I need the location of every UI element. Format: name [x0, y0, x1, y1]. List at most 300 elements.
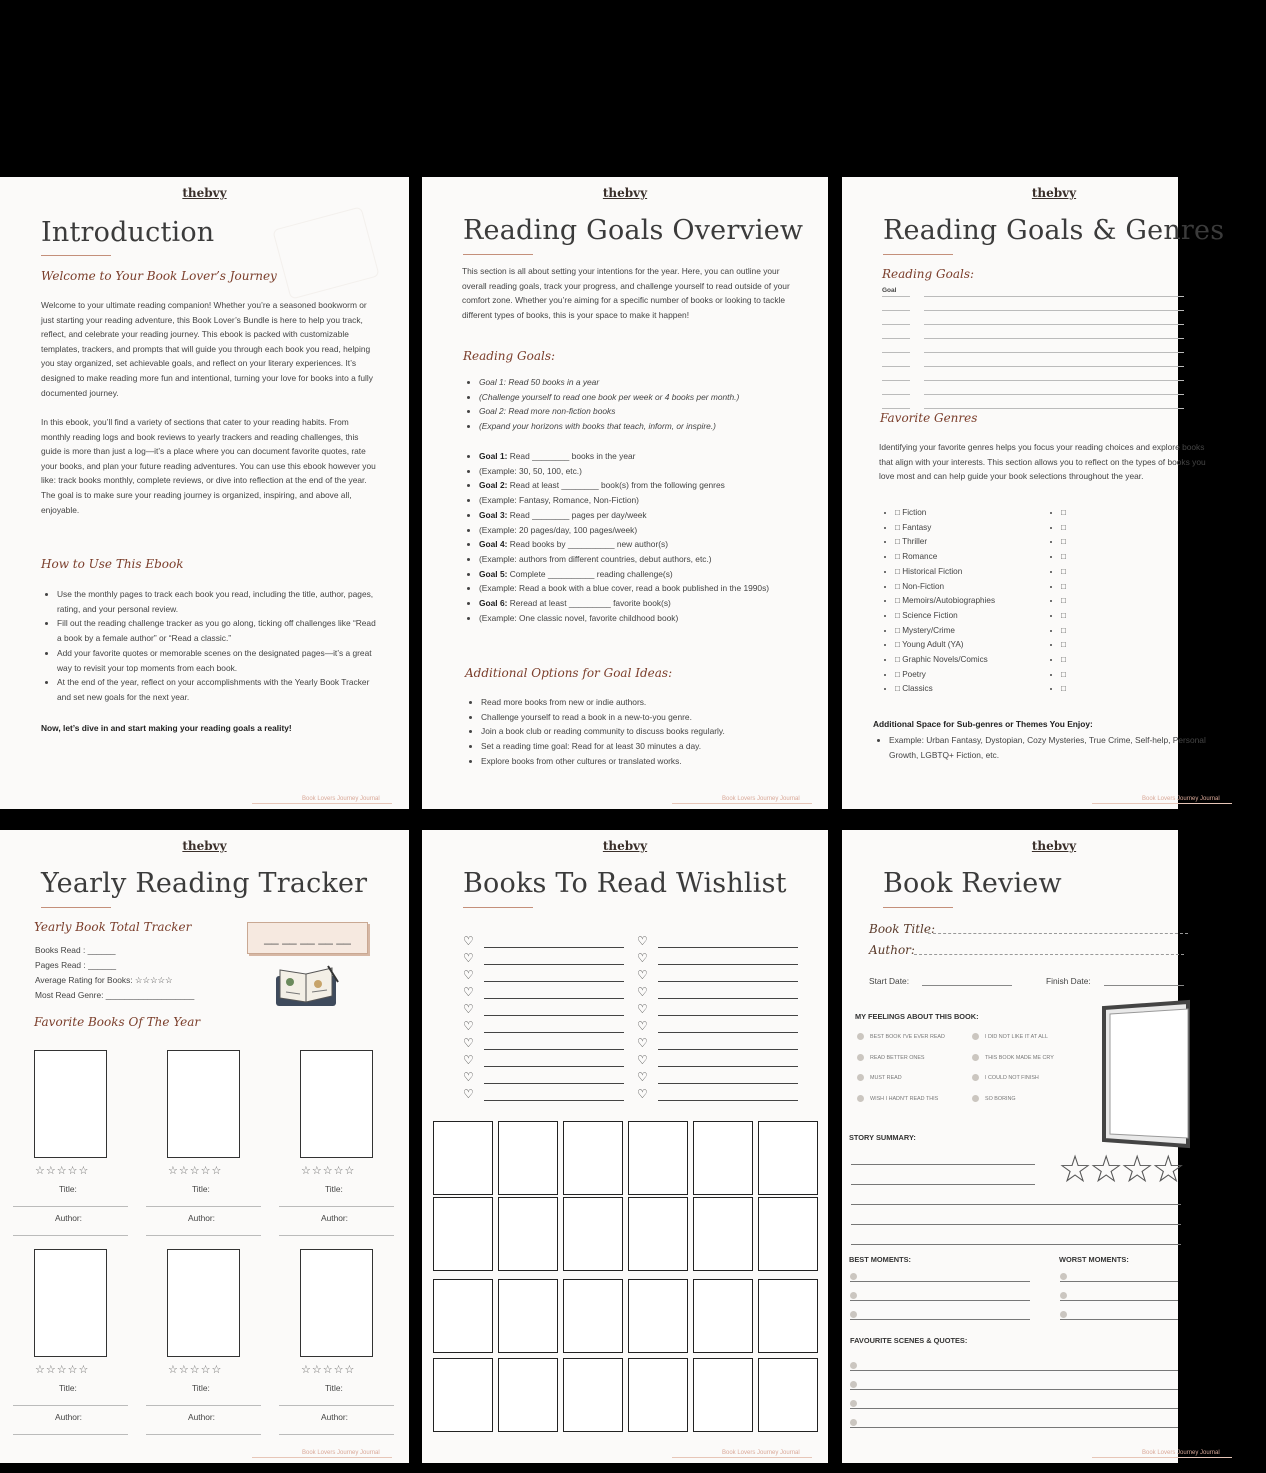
rating-stars[interactable]: ☆☆☆☆☆: [35, 1364, 90, 1376]
favorite-genres-heading: Favorite Genres: [880, 411, 978, 425]
title-line[interactable]: [13, 1206, 128, 1207]
book-cover-box[interactable]: [693, 1279, 753, 1353]
genre-checkbox-item[interactable]: • □ Young Adult (YA): [895, 638, 1039, 653]
genre-checkbox-item[interactable]: • □ Mystery/Crime: [895, 624, 1039, 639]
custom-genre-checkbox[interactable]: • □: [1061, 506, 1105, 521]
goal-text[interactable]: (Example: 30, 50, 100, etc.): [479, 465, 582, 476]
section-heading: Welcome to Your Book Lover’s Journey: [41, 269, 277, 283]
feeling-option[interactable]: [857, 1054, 925, 1061]
wishlist-line[interactable]: [658, 1032, 798, 1033]
worst-moment-line[interactable]: [1060, 1300, 1178, 1301]
wishlist-line[interactable]: [484, 1100, 624, 1101]
page-reading-goals-overview: [422, 177, 828, 809]
book-cover-frame[interactable]: [34, 1249, 107, 1357]
worst-moment-line[interactable]: [1060, 1319, 1178, 1320]
footer-text: Book Lovers Journey Journal: [722, 796, 800, 802]
favorite-books-heading: Favorite Books Of The Year: [34, 1015, 201, 1029]
title-label: Title:: [192, 1184, 210, 1194]
feeling-option[interactable]: [857, 1033, 945, 1040]
goal-line[interactable]: [924, 324, 1184, 325]
list-item: • Goal 1: Read 50 books in a year: [479, 375, 813, 390]
best-moment-line[interactable]: [850, 1300, 1030, 1301]
heart-icon[interactable]: ♡: [637, 1087, 648, 1101]
footer-rule: [672, 803, 812, 804]
favourite-scenes-heading: FAVOURITE SCENES & QUOTES:: [850, 1336, 968, 1345]
wishlist-line[interactable]: [658, 1066, 798, 1067]
title-label: Title:: [325, 1383, 343, 1393]
summary-line[interactable]: [851, 1164, 1035, 1165]
author-label: Author:: [55, 1412, 83, 1422]
goal-text[interactable]: (Example: One classic novel, favorite childhood book): [479, 612, 679, 623]
book-cover-box[interactable]: [693, 1358, 753, 1432]
average-rating-field[interactable]: Average Rating for Books: ☆☆☆☆☆: [35, 975, 173, 985]
book-title-label: Book Title:: [869, 922, 935, 936]
custom-genre-checkbox[interactable]: • □: [1061, 668, 1105, 683]
list-item: • Use the monthly pages to track each book you read, including the title, author, pages, rating, and your personal review.: [57, 587, 381, 616]
goal-number-line[interactable]: [882, 394, 910, 395]
list-item: [479, 537, 808, 552]
worst-moment-line[interactable]: [1060, 1281, 1178, 1282]
feeling-label: READ BETTER ONES: [870, 1054, 925, 1061]
heart-icon[interactable]: ♡: [637, 934, 648, 948]
summary-line[interactable]: [851, 1204, 1181, 1205]
book-cover-box[interactable]: [693, 1121, 753, 1195]
list-item: [479, 464, 808, 479]
feeling-option[interactable]: [972, 1074, 1039, 1081]
wishlist-line[interactable]: [484, 1049, 624, 1050]
page-title: Introduction: [41, 217, 215, 248]
custom-genre-checkbox[interactable]: • □: [1061, 594, 1105, 609]
genre-checkbox-item[interactable]: • □ Non-Fiction: [895, 580, 1039, 595]
wishlist-line[interactable]: [658, 964, 798, 965]
custom-genre-checkbox[interactable]: • □: [1061, 535, 1105, 550]
feeling-label: WISH I HADN'T READ THIS: [870, 1095, 939, 1102]
goal-label: Goal 6:: [479, 598, 508, 609]
year-total-counter[interactable]: __ __ __ __ __: [247, 922, 368, 954]
custom-genre-checkbox[interactable]: • □: [1061, 521, 1105, 536]
goal-label: Goal 3:: [479, 509, 508, 520]
author-line[interactable]: [146, 1235, 261, 1236]
title-label: Title:: [192, 1383, 210, 1393]
heart-icon[interactable]: ♡: [463, 1036, 474, 1050]
book-cover-frame[interactable]: [167, 1249, 240, 1357]
rating-stars[interactable]: ☆☆☆☆☆: [168, 1165, 223, 1177]
most-read-genre-field[interactable]: Most Read Genre: ___________________: [35, 990, 195, 1000]
book-cover-box[interactable]: [758, 1197, 818, 1271]
heart-icon[interactable]: ♡: [463, 1053, 474, 1067]
list-item: [479, 508, 808, 523]
wishlist-line[interactable]: [484, 998, 624, 999]
book-cover-box[interactable]: [628, 1121, 688, 1195]
goal-number-line[interactable]: [882, 296, 910, 297]
list-item: • Explore books from other cultures or translated works.: [481, 754, 810, 769]
bullet-dot-icon: [850, 1400, 857, 1407]
feeling-option[interactable]: [972, 1054, 1054, 1061]
goal-number-line[interactable]: [882, 380, 910, 381]
author-line[interactable]: [146, 1434, 261, 1435]
goal-text[interactable]: (Example: Read a book with a blue cover, read a book published in the 1990s): [479, 583, 770, 594]
summary-line[interactable]: [851, 1244, 1181, 1245]
brand-logo: thebvy: [1031, 839, 1077, 853]
book-cover-box[interactable]: [693, 1197, 753, 1271]
rating-stars[interactable]: ☆☆☆☆☆: [168, 1364, 223, 1376]
radio-dot-icon[interactable]: [857, 1095, 864, 1102]
goal-line[interactable]: [924, 408, 1184, 409]
footer-rule: [1092, 803, 1232, 804]
bullet-dot-icon: [850, 1311, 857, 1318]
list-item: • (Challenge yourself to read one book per week or 4 books per month.): [479, 390, 813, 405]
wishlist-line[interactable]: [658, 1015, 798, 1016]
genre-checkbox-item[interactable]: • □ Romance: [895, 550, 1039, 565]
wishlist-line[interactable]: [484, 1066, 624, 1067]
list-item: [479, 581, 808, 596]
title-underline: [883, 254, 953, 255]
radio-dot-icon[interactable]: [972, 1095, 979, 1102]
additional-options-list: [465, 695, 810, 769]
heart-icon[interactable]: ♡: [637, 1036, 648, 1050]
genre-checkbox-item[interactable]: • □ Graphic Novels/Comics: [895, 653, 1039, 668]
heart-icon[interactable]: ♡: [463, 1087, 474, 1101]
feeling-option[interactable]: [857, 1074, 902, 1081]
page-yearly-reading-tracker: [0, 830, 409, 1463]
wishlist-line[interactable]: [484, 1083, 624, 1084]
wishlist-line[interactable]: [484, 1015, 624, 1016]
heart-icon[interactable]: ♡: [463, 968, 474, 982]
best-moment-line[interactable]: [850, 1319, 1030, 1320]
book-cover-box[interactable]: [563, 1121, 623, 1195]
heart-icon[interactable]: ♡: [637, 1019, 648, 1033]
wishlist-line[interactable]: [658, 1049, 798, 1050]
wishlist-line[interactable]: [658, 998, 798, 999]
feeling-option[interactable]: [972, 1095, 1016, 1102]
page-reading-goals-genres: [842, 177, 1225, 809]
feeling-option[interactable]: [857, 1095, 938, 1102]
radio-dot-icon[interactable]: [972, 1054, 979, 1061]
wishlist-line[interactable]: [658, 947, 798, 948]
custom-genre-checkbox[interactable]: • □: [1061, 624, 1105, 639]
books-read-field[interactable]: Books Read : ______: [35, 945, 116, 955]
rating-stars[interactable]: ☆☆☆☆: [1058, 1149, 1183, 1191]
radio-dot-icon[interactable]: [972, 1033, 979, 1040]
page-title: Book Review: [883, 868, 1062, 899]
rating-stars[interactable]: ☆☆☆☆☆: [301, 1165, 356, 1177]
goal-number-line[interactable]: [882, 338, 910, 339]
goal-line[interactable]: [924, 352, 1184, 353]
additional-options-heading: Additional Options for Goal Ideas:: [465, 666, 673, 680]
bullet-dot-icon: [1060, 1273, 1067, 1280]
goal-label: Goal 5:: [479, 568, 508, 579]
title-line[interactable]: [146, 1206, 261, 1207]
goal-column-header: Goal: [882, 287, 897, 294]
goal-line[interactable]: [924, 366, 1184, 367]
book-cover-box[interactable]: [498, 1358, 558, 1432]
brand-logo: thebvy: [1031, 186, 1077, 200]
brand-logo: thebvy: [182, 839, 227, 853]
footer-rule: [252, 1457, 392, 1458]
goal-text[interactable]: Reread at least _________ favorite book(s): [509, 598, 671, 609]
extra-space-heading: Additional Space for Sub-genres or Themes You Enjoy:: [873, 719, 1093, 729]
genre-checkbox-item[interactable]: • □ Memoirs/Autobiographies: [895, 594, 1039, 609]
scene-line[interactable]: [850, 1389, 1178, 1390]
summary-line[interactable]: [851, 1224, 1181, 1225]
goal-text[interactable]: (Example: authors from different countries, debut authors, etc.): [479, 553, 712, 564]
list-item: • Example: Urban Fantasy, Dystopian, Cozy Mysteries, True Crime, Self-help, Personal Growth, LGBTQ+ Fiction, etc.: [889, 733, 1213, 762]
book-illustration-icon: [1098, 1000, 1188, 1148]
background-book-doodle: [272, 206, 380, 299]
custom-genre-checkbox[interactable]: • □: [1061, 580, 1105, 595]
closing-line: Now, let’s dive in and start making your reading goals a reality!: [41, 723, 292, 733]
book-cover-box[interactable]: [498, 1121, 558, 1195]
book-cover-box[interactable]: [628, 1358, 688, 1432]
author-label: Author:: [55, 1213, 83, 1223]
title-underline: [463, 254, 533, 255]
page-books-to-read-wishlist: [422, 830, 828, 1463]
overview-intro: This section is all about setting your intentions for the year. Here, you can outline your overall reading goals, track your progress, and challenge yourself to read outside of your comfort zone. Whether you’re aiming for a specific number of books or looking to tackle different types of books, this is your space to make it happen!: [462, 266, 790, 320]
wishlist-line[interactable]: [484, 964, 624, 965]
wishlist-line[interactable]: [658, 981, 798, 982]
finish-date-label: Finish Date:: [1046, 976, 1091, 986]
feeling-option[interactable]: [972, 1033, 1048, 1040]
page-introduction: [0, 177, 409, 809]
heart-icon[interactable]: ♡: [637, 1002, 648, 1016]
title-line[interactable]: [279, 1405, 394, 1406]
list-item: • At the end of the year, reflect on your accomplishments with the Yearly Book Tracker and set new goals for the next year.: [57, 675, 381, 704]
list-item: • Read more books from new or indie authors.: [481, 695, 810, 710]
book-cover-box[interactable]: [498, 1197, 558, 1271]
scene-line[interactable]: [850, 1408, 1178, 1409]
wishlist-line[interactable]: [658, 1083, 798, 1084]
custom-genre-checkbox[interactable]: • □: [1061, 682, 1105, 697]
book-title-line[interactable]: [928, 933, 1188, 934]
book-cover-frame[interactable]: [34, 1050, 107, 1158]
brand-logo: thebvy: [602, 186, 648, 200]
genre-checkbox-item[interactable]: • □ Thriller: [895, 535, 1039, 550]
book-cover-box[interactable]: [433, 1279, 493, 1353]
summary-line[interactable]: [851, 1184, 1035, 1185]
book-cover-frame[interactable]: [300, 1249, 373, 1357]
list-item: [479, 567, 808, 582]
custom-genre-checkbox[interactable]: • □: [1061, 638, 1105, 653]
favorite-genres-intro: Identifying your favorite genres helps you focus your reading choices and explore books that align with your interests. This section allows you to reflect on the types of books you love most and can help guide your book selections throughout the year.: [879, 442, 1206, 482]
list-item: • Challenge yourself to read a book in a new-to-you genre.: [481, 710, 810, 725]
custom-genre-checkbox[interactable]: • □: [1061, 550, 1105, 565]
book-cover-box[interactable]: [563, 1358, 623, 1432]
scene-line[interactable]: [850, 1370, 1178, 1371]
footer-rule: [252, 803, 392, 804]
title-line[interactable]: [13, 1405, 128, 1406]
bullet-dot-icon: [1060, 1292, 1067, 1299]
rating-stars[interactable]: ☆☆☆☆☆: [301, 1364, 356, 1376]
title-line[interactable]: [146, 1405, 261, 1406]
feeling-label: THIS BOOK MADE ME CRY: [985, 1054, 1054, 1061]
footer-text: Book Lovers Journey Journal: [302, 1450, 380, 1456]
feeling-label: MUST READ: [870, 1074, 902, 1081]
yearly-total-heading: Yearly Book Total Tracker: [34, 920, 192, 934]
heart-icon[interactable]: ♡: [463, 934, 474, 948]
footer-rule: [672, 1457, 812, 1458]
wishlist-line[interactable]: [484, 981, 624, 982]
author-label: Author:: [188, 1213, 216, 1223]
author-line[interactable]: [279, 1434, 394, 1435]
feeling-label: BEST BOOK I'VE EVER READ: [870, 1033, 945, 1040]
goal-text[interactable]: Read at least ________ book(s) from the following genres: [509, 480, 725, 491]
list-item: [479, 611, 808, 626]
list-item: • Fill out the reading challenge tracker as you go along, ticking off challenges like “Read a book by a female author” or “Read a classic.”: [57, 616, 381, 645]
heart-icon[interactable]: ♡: [463, 1019, 474, 1033]
goal-number-line[interactable]: [882, 324, 910, 325]
wishlist-line[interactable]: [658, 1100, 798, 1101]
title-underline: [463, 907, 533, 908]
goal-number-line[interactable]: [882, 366, 910, 367]
author-line[interactable]: [279, 1235, 394, 1236]
genre-checklist: [879, 506, 1039, 697]
goal-text[interactable]: Read ________ books in the year: [509, 451, 636, 461]
list-item: • Set a reading time goal: Read for at least 30 minutes a day.: [481, 739, 810, 754]
book-cover-box[interactable]: [758, 1121, 818, 1195]
book-cover-frame[interactable]: [167, 1050, 240, 1158]
wishlist-line[interactable]: [484, 947, 624, 948]
book-cover-box[interactable]: [433, 1358, 493, 1432]
heart-icon[interactable]: ♡: [463, 951, 474, 965]
footer-text: Book Lovers Journey Journal: [1142, 796, 1220, 802]
goal-text[interactable]: Read books by __________ new author(s): [509, 539, 669, 550]
goal-text[interactable]: (Example: 20 pages/day, 100 pages/week): [479, 524, 638, 535]
goal-number-line[interactable]: [882, 310, 910, 311]
heart-icon[interactable]: ♡: [463, 985, 474, 999]
heart-icon[interactable]: ♡: [637, 1070, 648, 1084]
book-cover-box[interactable]: [563, 1279, 623, 1353]
custom-genre-checkbox[interactable]: • □: [1061, 653, 1105, 668]
page-title: Books To Read Wishlist: [463, 868, 787, 899]
finish-date-line[interactable]: [1104, 985, 1184, 986]
goal-label: Goal 2:: [479, 480, 508, 491]
footer-text: Book Lovers Journey Journal: [302, 796, 380, 802]
list-item: [479, 449, 808, 464]
rating-stars[interactable]: ☆☆☆☆☆: [35, 1165, 90, 1177]
goal-text[interactable]: Complete __________ reading challenge(s): [509, 568, 673, 579]
heart-icon[interactable]: ♡: [637, 1053, 648, 1067]
bullet-dot-icon: [850, 1362, 857, 1369]
reading-goals-heading: Reading Goals:: [882, 267, 975, 281]
genre-checkbox-item[interactable]: • □ Historical Fiction: [895, 565, 1039, 580]
book-cover-frame[interactable]: [300, 1050, 373, 1158]
goal-number-line[interactable]: [882, 352, 910, 353]
author-label: Author:: [869, 943, 915, 957]
reading-goals-heading: Reading Goals:: [463, 349, 556, 363]
radio-dot-icon[interactable]: [857, 1054, 864, 1061]
list-item: • Join a book club or reading community to discuss books regularly.: [481, 724, 810, 739]
genre-checkbox-item[interactable]: • □ Classics: [895, 682, 1039, 697]
list-item: [479, 478, 808, 493]
goal-label: Goal 4:: [479, 539, 508, 550]
best-moment-line[interactable]: [850, 1281, 1030, 1282]
author-line[interactable]: [13, 1434, 128, 1435]
bullet-dot-icon: [850, 1292, 857, 1299]
radio-dot-icon[interactable]: [857, 1033, 864, 1040]
title-label: Title:: [325, 1184, 343, 1194]
goal-line[interactable]: [924, 296, 1184, 297]
book-cover-box[interactable]: [758, 1358, 818, 1432]
story-summary-heading: STORY SUMMARY:: [849, 1133, 916, 1142]
feeling-label: I COULD NOT FINISH: [985, 1074, 1039, 1081]
goal-text[interactable]: Read ________ pages per day/week: [509, 509, 647, 520]
radio-dot-icon[interactable]: [972, 1074, 979, 1081]
book-cover-box[interactable]: [628, 1197, 688, 1271]
list-item: [479, 493, 808, 508]
start-date-line[interactable]: [922, 985, 1012, 986]
bullet-dot-icon: [850, 1381, 857, 1388]
genre-checkbox-item[interactable]: • □ Poetry: [895, 668, 1039, 683]
bullet-dot-icon: [850, 1273, 857, 1280]
goal-fill-in-list: [463, 449, 808, 625]
author-line[interactable]: [914, 954, 1184, 955]
intro-paragraph-1: Welcome to your ultimate reading companion! Whether you’re a seasoned bookworm or just starting your reading adventure, this Book Lover’s Bundle is here to help you track, reflect, and celebrate your reading journey. This ebook is packed with customizable templates, trackers, and prompts that will guide you through each book you read, helping you stay organized, set achievable goals, and reflect on your literary experiences. It’s designed to make reading more fun and intentional, turning your love for books into a fully documented journey.: [41, 300, 373, 398]
brand-logo: thebvy: [182, 186, 227, 200]
list-item: • (Expand your horizons with books that teach, inform, or inspire.): [479, 419, 813, 434]
wishlist-line[interactable]: [484, 1032, 624, 1033]
footer-text: Book Lovers Journey Journal: [1142, 1450, 1220, 1456]
page-title: Yearly Reading Tracker: [41, 868, 368, 899]
goal-line[interactable]: [924, 380, 1184, 381]
author-line[interactable]: [13, 1235, 128, 1236]
heart-icon[interactable]: ♡: [463, 1070, 474, 1084]
radio-dot-icon[interactable]: [857, 1074, 864, 1081]
heart-icon[interactable]: ♡: [637, 968, 648, 982]
custom-genre-checkbox[interactable]: • □: [1061, 609, 1105, 624]
page-title: Reading Goals & Genres: [883, 215, 1225, 246]
goal-examples-list: [463, 375, 813, 434]
genre-checkbox-item[interactable]: • □ Fantasy: [895, 521, 1039, 536]
goal-line[interactable]: [924, 338, 1184, 339]
page-title: Reading Goals Overview: [463, 215, 804, 246]
custom-genre-checkbox[interactable]: • □: [1061, 565, 1105, 580]
scene-line[interactable]: [850, 1427, 1178, 1428]
list-item: [479, 596, 808, 611]
goal-line[interactable]: [924, 310, 1184, 311]
footer-rule: [1092, 1457, 1232, 1458]
book-cover-box[interactable]: [433, 1121, 493, 1195]
goal-text[interactable]: (Example: Fantasy, Romance, Non-Fiction): [479, 495, 639, 506]
page-book-review: [842, 830, 1220, 1463]
list-item: [479, 523, 808, 538]
how-to-heading: How to Use This Ebook: [41, 557, 184, 571]
bullet-dot-icon: [850, 1419, 857, 1426]
book-cover-box[interactable]: [758, 1279, 818, 1353]
author-label: Author:: [321, 1213, 349, 1223]
title-label: Title:: [59, 1383, 77, 1393]
goal-line[interactable]: [924, 394, 1184, 395]
book-cover-box[interactable]: [628, 1279, 688, 1353]
goal-number-line[interactable]: [882, 408, 910, 409]
footer-text: Book Lovers Journey Journal: [722, 1450, 800, 1456]
pages-read-field[interactable]: Pages Read : ______: [35, 960, 117, 970]
heart-icon[interactable]: ♡: [637, 951, 648, 965]
author-label: Author:: [188, 1412, 216, 1422]
book-cover-box[interactable]: [498, 1279, 558, 1353]
how-to-list: [41, 587, 381, 705]
extra-example-list: [873, 733, 1213, 762]
genre-checkbox-item[interactable]: • □ Science Fiction: [895, 609, 1039, 624]
start-date-label: Start Date:: [869, 976, 910, 986]
book-cover-box[interactable]: [433, 1197, 493, 1271]
heart-icon[interactable]: ♡: [637, 985, 648, 999]
title-line[interactable]: [279, 1206, 394, 1207]
author-label: Author:: [321, 1412, 349, 1422]
genre-checkbox-item[interactable]: • □ Fiction: [895, 506, 1039, 521]
book-cover-box[interactable]: [563, 1197, 623, 1271]
heart-icon[interactable]: ♡: [463, 1002, 474, 1016]
feelings-heading: MY FEELINGS ABOUT THIS BOOK:: [855, 1012, 979, 1021]
